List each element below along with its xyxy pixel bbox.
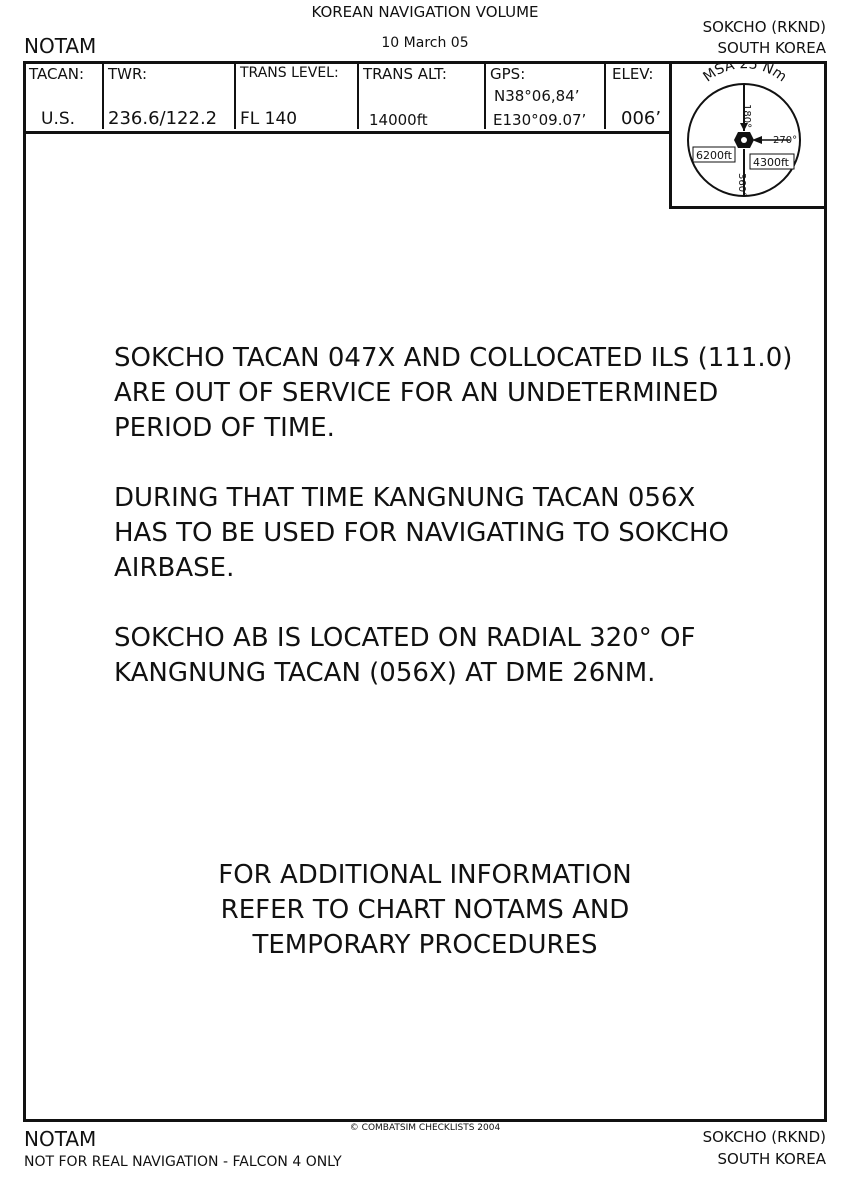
msa-box [669,61,824,209]
notice-line: ARE OUT OF SERVICE FOR AN UNDETERMINED [114,378,719,408]
trans-alt-value: 14000ft [369,111,428,129]
trans-level-value: FL 140 [240,109,298,129]
footer-copyright: © COMBATSIM CHECKLISTS 2004 [349,1123,501,1133]
header-location-country: SOUTH KOREA [717,39,826,57]
gps-label: GPS: [490,65,526,83]
additional-info-note [0,858,850,963]
notice-line: DURING THAT TIME KANGNUNG TACAN 056X [114,483,696,513]
tacan-center-dot [741,137,747,143]
tacan-cell [26,61,104,129]
msa-bearing-bottom: 360° [736,173,747,198]
notice-line: AIRBASE. [114,553,235,583]
tacan-value: U.S. [41,109,76,129]
notice-line: FOR ADDITIONAL INFORMATION [218,860,632,890]
volume-title: KOREAN NAVIGATION VOLUME [311,3,539,21]
gps-latitude: N38°06,84’ [494,87,580,105]
gps-cell [486,61,606,129]
notice-line: PERIOD OF TIME. [114,413,335,443]
twr-cell [104,61,236,129]
trans-level-label: TRANS LEVEL: [240,65,339,81]
notice-paragraph-2 [114,481,729,586]
header-location-name: SOKCHO (RKND) [702,18,826,36]
twr-value: 236.6/122.2 [108,108,218,129]
notice-line: SOKCHO AB IS LOCATED ON RADIAL 320° OF [114,623,696,653]
msa-alt-right: 4300ft [753,156,789,169]
trans-alt-cell [359,61,486,129]
notam-date: 10 March 05 [381,35,469,51]
footer-location-name: SOKCHO (RKND) [702,1128,826,1146]
notice-line: HAS TO BE USED FOR NAVIGATING TO SOKCHO [114,518,729,548]
header-location [703,17,826,59]
footer-title: NOTAM [24,1127,97,1151]
trans-level-cell [236,61,359,129]
elev-value: 006’ [621,108,662,129]
page-title: NOTAM [24,34,97,58]
elev-cell [606,61,669,129]
notice-line: REFER TO CHART NOTAMS AND [220,895,630,925]
msa-alt-left: 6200ft [696,149,732,162]
footer-disclaimer: NOT FOR REAL NAVIGATION - FALCON 4 ONLY [24,1154,342,1170]
notice-line: KANGNUNG TACAN (056X) AT DME 26NM. [114,658,656,688]
msa-diagram [672,61,822,203]
msa-title: MSA 25 Nm [700,61,790,86]
notice-line: TEMPORARY PROCEDURES [252,930,598,960]
info-row-divider [26,131,671,134]
gps-longitude: E130°09.07’ [493,111,587,129]
msa-bearing-right: 270° [773,135,798,146]
elev-label: ELEV: [612,65,654,83]
tacan-label: TACAN: [29,65,85,83]
msa-bearing-top: 180° [741,104,752,129]
footer-location [703,1126,826,1170]
twr-label: TWR: [108,65,148,83]
notice-line: SOKCHO TACAN 047X AND COLLOCATED ILS (111.0) [114,343,793,373]
notice-paragraph-3 [114,621,695,691]
notice-paragraph-1 [114,341,792,446]
footer-location-country: SOUTH KOREA [717,1150,826,1168]
trans-alt-label: TRANS ALT: [363,65,447,83]
